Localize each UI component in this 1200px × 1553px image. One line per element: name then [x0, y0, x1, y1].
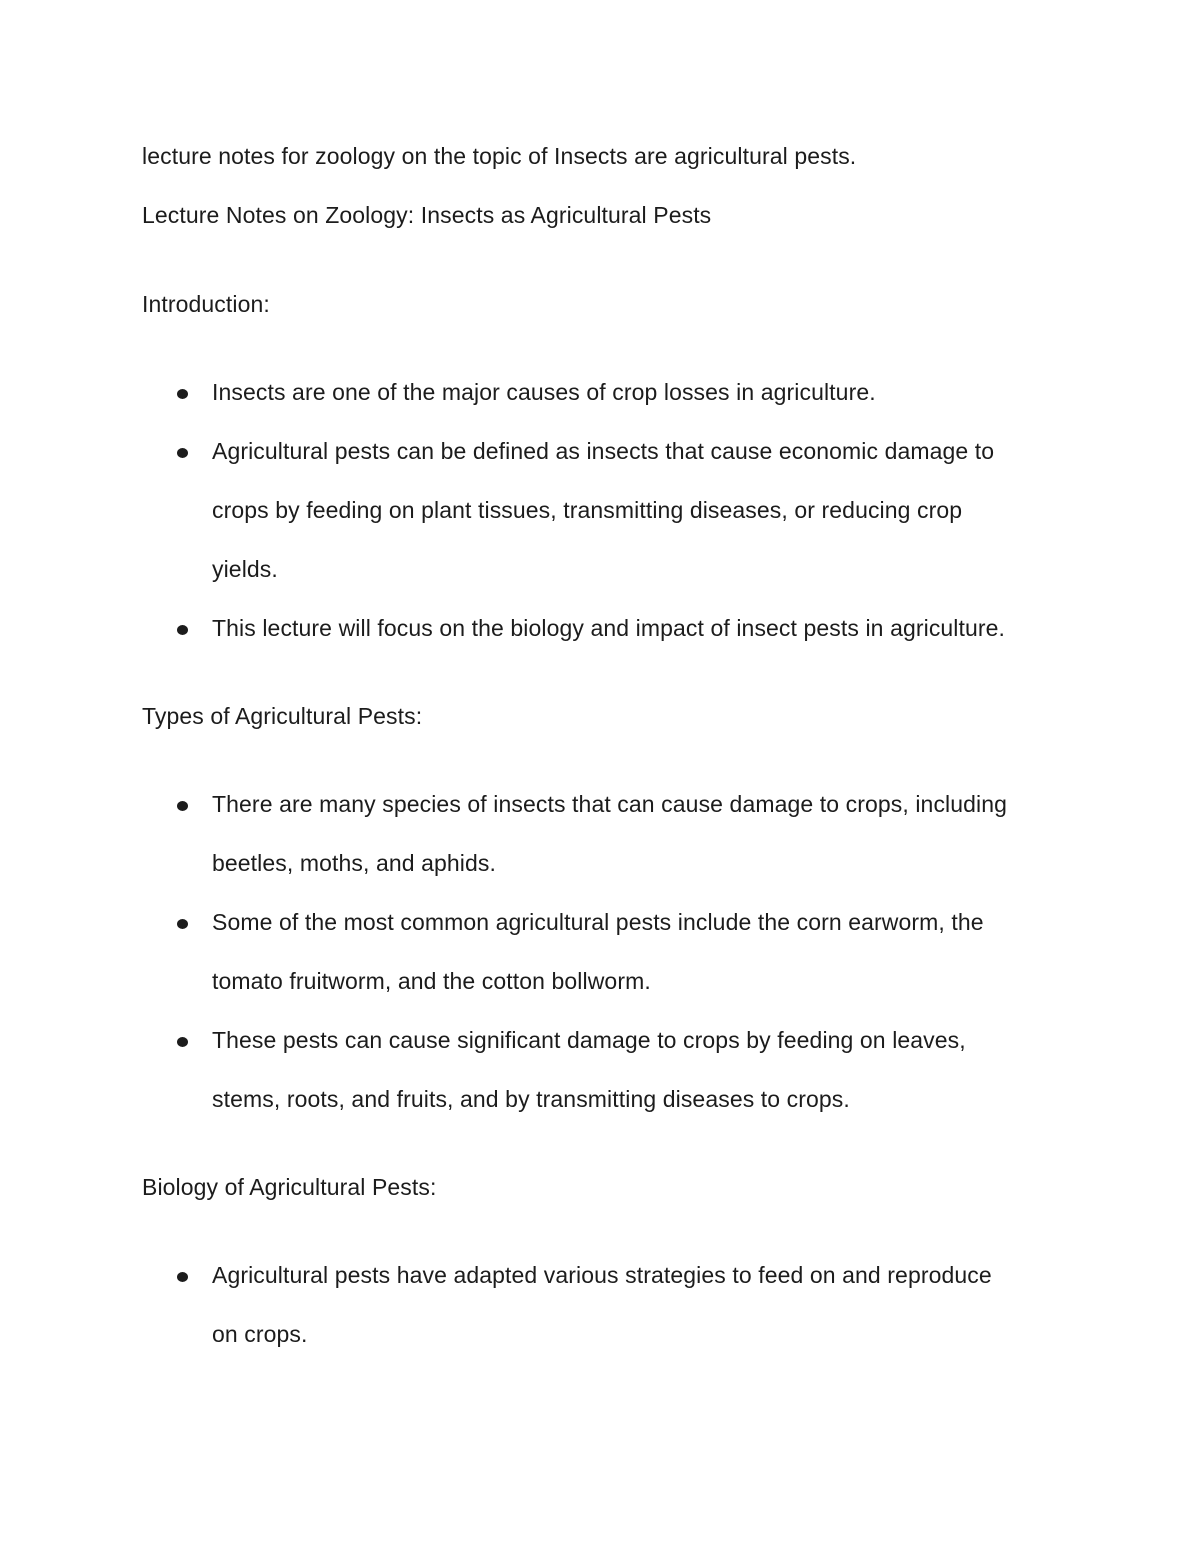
list-item-continuation: beetles, moths, and aphids.	[212, 850, 496, 876]
list-item-continuation: tomato fruitworm, and the cotton bollworm.	[212, 968, 651, 994]
list-item-continuation: yields.	[212, 556, 278, 582]
list-item-continuation: on crops.	[212, 1321, 308, 1347]
list-item: Some of the most common agricultural pests include the corn earworm, the	[212, 909, 984, 935]
bullet-icon	[177, 625, 188, 635]
list-item: These pests can cause significant damage to crops by feeding on leaves,	[212, 1027, 966, 1053]
document-title: Lecture Notes on Zoology: Insects as Agricultural Pests	[142, 202, 712, 228]
list-item-continuation: crops by feeding on plant tissues, transmitting diseases, or reducing crop	[212, 497, 963, 523]
list-item: There are many species of insects that can cause damage to crops, including	[212, 791, 1008, 817]
list-item: Agricultural pests have adapted various strategies to feed on and reproduce	[212, 1262, 992, 1288]
bullet-icon	[177, 801, 188, 811]
section-heading-types: Types of Agricultural Pests:	[142, 703, 423, 729]
intro-line: lecture notes for zoology on the topic of Insects are agricultural pests.	[142, 143, 857, 169]
bullet-icon	[177, 389, 188, 399]
list-item: Agricultural pests can be defined as insects that cause economic damage to	[212, 438, 995, 464]
list-item: Insects are one of the major causes of crop losses in agriculture.	[212, 379, 876, 405]
list-item: This lecture will focus on the biology and impact of insect pests in agriculture.	[212, 615, 1006, 641]
bullet-icon	[177, 448, 188, 458]
section-heading-introduction: Introduction:	[142, 291, 270, 317]
list-item-continuation: stems, roots, and fruits, and by transmitting diseases to crops.	[212, 1086, 850, 1112]
bullet-icon	[177, 1272, 188, 1282]
section-heading-biology: Biology of Agricultural Pests:	[142, 1174, 437, 1200]
bullet-icon	[177, 919, 188, 929]
bullet-icon	[177, 1037, 188, 1047]
